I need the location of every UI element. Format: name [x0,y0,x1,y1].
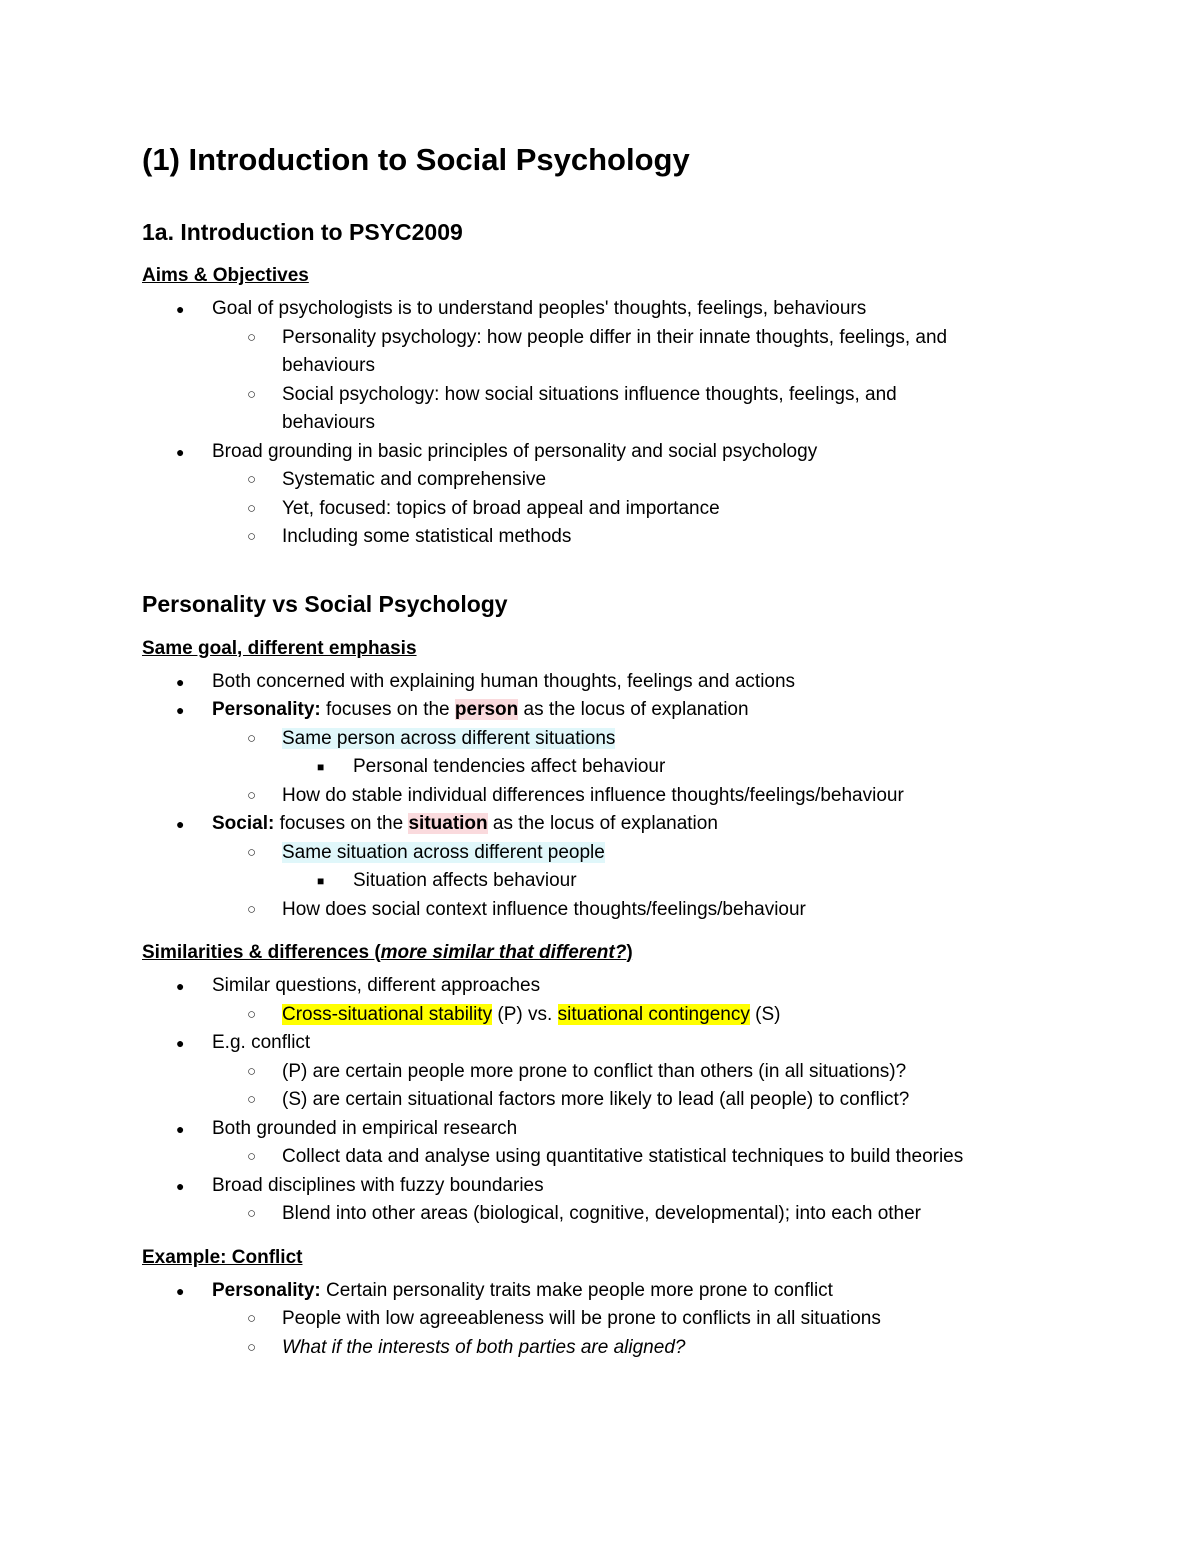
list-item: ○ How do stable individual differences influence thoughts/feelings/behaviour [142,782,1092,811]
list-item: ● E.g. conflict [142,1029,1092,1058]
bullet-circle-icon: ○ [247,499,257,517]
similarities-list [142,972,1092,1229]
same-goal-list [142,668,1092,925]
highlight-situation: situation [408,813,488,834]
list-item: ● Goal of psychologists is to understand peoples' thoughts, feelings, behaviours [142,295,1092,324]
list-item: ○ Blend into other areas (biological, cognitive, developmental); into each other [142,1200,1092,1229]
list-item: ○ (S) are certain situational factors more likely to lead (all people) to conflict? [142,1086,1092,1115]
list-item: ○ Social psychology: how social situations influence thoughts, feelings, and [142,381,1092,410]
bullet-circle-icon: ○ [247,1005,257,1023]
bullet-disc-icon: ● [176,1177,185,1194]
list-item: ● Broad grounding in basic principles of personality and social psychology [142,438,1092,467]
list-item: ○ (P) are certain people more prone to conflict than others (in all situations)? [142,1058,1092,1087]
bullet-circle-icon: ○ [247,1338,257,1356]
list-item: ● Both concerned with explaining human thoughts, feelings and actions [142,668,1092,697]
bullet-disc-icon: ● [176,443,185,460]
subheading-aims: Aims & Objectives [142,265,309,286]
list-item: ○ Systematic and comprehensive [142,466,1092,495]
highlight-cross-situational: Cross-situational stability [282,1003,493,1025]
bullet-circle-icon: ○ [247,786,257,804]
list-item: ○ Including some statistical methods [142,523,1092,552]
list-item: ○ How does social context influence thoughts/feelings/behaviour [142,896,1092,925]
highlight-situational-contingency: situational contingency [557,1003,750,1025]
bullet-disc-icon: ● [176,1120,185,1137]
list-item: ○ Collect data and analyse using quantitative statistical techniques to build theories [142,1143,1092,1172]
list-item: ■ Situation affects behaviour [142,867,1092,896]
list-item: ○ Personality psychology: how people differ in their innate thoughts, feelings, and [142,324,1092,353]
bullet-circle-icon: ○ [247,1062,257,1080]
section-heading-personality-vs-social: Personality vs Social Psychology [142,590,508,617]
list-item: ● Both grounded in empirical research [142,1115,1092,1144]
bullet-circle-icon: ○ [247,1205,257,1222]
highlight-person: person [454,699,519,720]
subheading-same-goal: Same goal, different emphasis [142,637,417,659]
bullet-circle-icon: ○ [247,729,257,747]
list-item: ● Social: focuses on the situation as the locus of explanation [142,810,1092,839]
bullet-disc-icon: ● [176,1035,185,1051]
list-item: ● Broad disciplines with fuzzy boundaries [142,1172,1092,1201]
aims-list [142,295,1092,552]
bullet-circle-icon: ○ [247,843,257,861]
section-heading-intro: 1a. Introduction to PSYC2009 [142,219,463,245]
bullet-square-icon: ■ [317,874,325,888]
bullet-disc-icon: ● [176,816,185,832]
bullet-circle-icon: ○ [247,328,257,346]
list-item: ○ Same situation across different people [142,839,1092,868]
list-item: ● Personality: focuses on the person as the locus of explanation [142,696,1092,725]
list-item: ○ Yet, focused: topics of broad appeal and importance [142,495,1092,524]
bullet-disc-icon: ● [176,301,185,317]
bullet-disc-icon: ● [176,702,185,718]
document-title: (1) Introduction to Social Psychology [142,142,690,177]
list-item: ○ What if the interests of both parties are aligned? [142,1334,1092,1363]
subheading-example-conflict: Example: Conflict [142,1246,303,1268]
bullet-circle-icon: ○ [247,1310,257,1327]
list-item: ○ People with low agreeableness will be prone to conflicts in all situations [142,1305,1092,1334]
bullet-circle-icon: ○ [247,1091,257,1108]
list-item-continuation: behaviours [282,355,375,376]
bullet-disc-icon: ● [176,978,185,994]
bullet-circle-icon: ○ [247,471,257,488]
list-item: ● Personality: Certain personality traits make people more prone to conflict [142,1277,1092,1306]
bullet-disc-icon: ● [176,673,185,690]
list-item: ■ Personal tendencies affect behaviour [142,753,1092,782]
bullet-circle-icon: ○ [247,528,257,545]
example-conflict-list [142,1277,1092,1363]
list-item: ○ Same person across different situations [142,725,1092,754]
bullet-square-icon: ■ [317,760,325,774]
list-item-continuation: behaviours [282,412,375,433]
subheading-similarities: Similarities & differences (more similar that different?) [142,942,633,963]
document-content [142,138,1092,1362]
bullet-circle-icon: ○ [247,385,257,403]
bullet-disc-icon: ● [176,1282,185,1299]
list-item: ● Similar questions, different approaches [142,972,1092,1001]
list-item: ○ Cross-situational stability (P) vs. situational contingency (S) [142,1001,1092,1030]
bullet-circle-icon: ○ [247,900,257,918]
bullet-circle-icon: ○ [247,1148,257,1165]
